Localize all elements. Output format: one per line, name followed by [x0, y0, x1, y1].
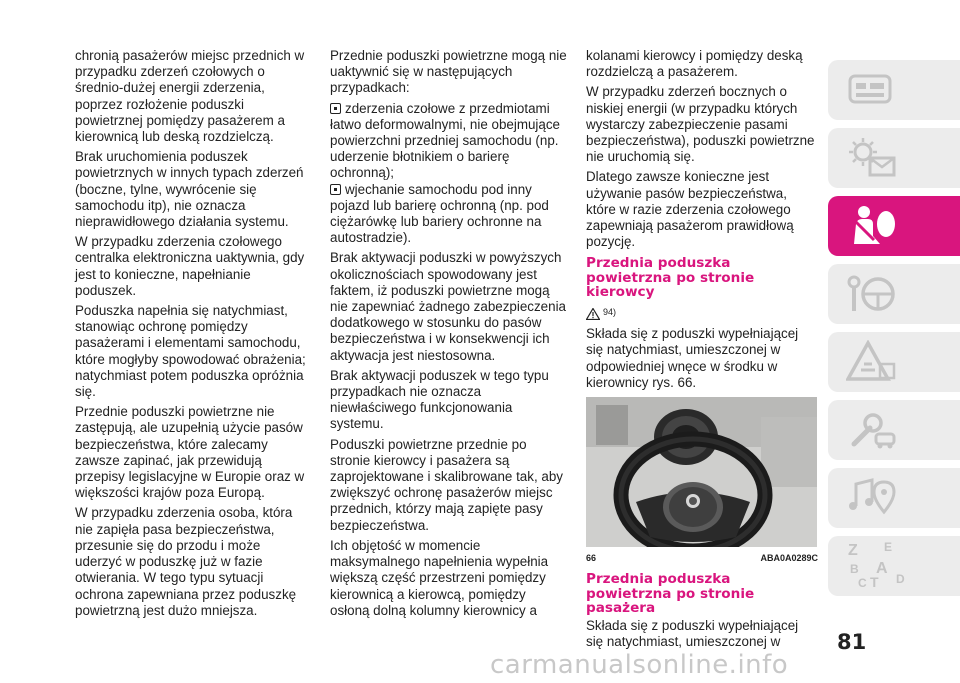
chapter-tabs [828, 60, 960, 604]
paragraph: Brak aktywacji poduszek w tego typu przypadkach nie oznacza niewłaściwego funkcjonowania systemu. [330, 367, 549, 432]
tab-maintenance[interactable] [828, 400, 960, 460]
figure-code: ABA0A0289C [760, 552, 818, 563]
steering-wheel-figure [586, 397, 817, 547]
tab-lights-messages[interactable] [828, 128, 960, 188]
seat-belt-airbag-icon [846, 204, 898, 248]
warning-triangle-icon [586, 308, 600, 320]
paragraph: W przypadku zderzeń bocznych o niskiej energii (w przypadku których wystarczy zabezpieczenie pasami bezpieczeństwa), poduszki powietrzne nie uruchomią się. [586, 84, 815, 165]
column-2 [330, 48, 568, 623]
wrench-car-icon [846, 408, 898, 452]
paragraph: kolanami kierowcy i pomiędzy deską rozdzielczą a pasażerem. [586, 48, 803, 80]
index-letter: B [850, 562, 859, 576]
tab-multimedia[interactable] [828, 468, 960, 528]
index-letter: Z [848, 542, 858, 559]
watermark: carmanualsonline.info [490, 650, 789, 680]
paragraph: Poduszki powietrzne przednie po stronie kierowcy i pasażera są zaprojektowane i skalibrowane tak, aby zwiększyć ochronę pasażerów miejsc przednich, którzy mają zapięte pasy bezpieczeństwa. [330, 436, 563, 533]
paragraph: Przednie poduszki powietrzne mogą nie uaktywnić się w następujących przypadkach: [330, 48, 567, 96]
key-steering-wheel-icon [846, 272, 898, 316]
paragraph: Poduszka napełnia się natychmiast, stanowiąc ochronę pomiędzy pasażerami i elementami samochodu, które mogłyby spowodować obrażenia; natychmiast potem poduszka opróżnia się. [75, 303, 306, 400]
paragraph: W przypadku zderzenia osoba, która nie zapięła pasa bezpieczeństwa, przesunie się do przodu i może uderzyć w poduszkę już w fazie otwierania. W tego typu sytuacji ochrona zapewniana przez poduszkę powietrzną jest dużo mniejsza. [75, 505, 297, 618]
bullet-item: zderzenia czołowe z przedmiotami łatwo deformowalnymi, nie obejmujące powierzchni przedniej samochodu (np. uderzenie błotnikiem o barierę ochronną); [330, 100, 560, 181]
tab-starting-driving[interactable] [828, 264, 960, 324]
index-letter: T [870, 574, 879, 590]
section-heading: Przednia poduszka powietrzna po stronie pasażera [586, 571, 755, 617]
steering-wheel-photo-icon [586, 397, 817, 547]
paragraph: Przednie poduszki powietrzne nie zastępują, ale uzupełnią użycie pasów bezpieczeństwa, które zalecamy zawsze zapinać, jak przewidują przepisy legislacyjne w Europie oraz w większości krajów poza Europą. [75, 404, 305, 501]
warning-triangle-icon [846, 340, 898, 384]
light-envelope-icon [846, 136, 898, 180]
warning-reference: 94) [586, 304, 818, 320]
paragraph: chronią pasażerów miejsc przednich w przypadku zderzeń czołowych o średnio-dużej energii zderzenia, poprzez rozłożenie poduszki powietrznej pomiędzy pasażerem a kierownicą lub deską rozdzielczą. [75, 48, 305, 145]
paragraph: Dlatego zawsze konieczne jest używanie pasów bezpieczeństwa, które w razie zderzenia czołowego zapewniają pasażerom prawidłową pozycję. [586, 169, 794, 250]
tab-index[interactable] [828, 536, 960, 596]
checkbox-bullet-icon [330, 103, 341, 114]
index-letter: D [896, 572, 905, 586]
paragraph: Brak uruchomienia poduszek powietrznych w innych typach zderzeń (boczne, tylne, wywrócenie się samochodu itp), nie oznacza nieprawidłowego działania systemu. [75, 149, 304, 230]
index-letter: E [884, 541, 893, 554]
paragraph: Składa się z poduszki wypełniającej się natychmiast, umieszczonej w [586, 617, 799, 649]
column-1 [75, 48, 307, 623]
figure-caption [586, 550, 818, 566]
alphabet-index-icon [846, 541, 918, 591]
section-heading: Przednia poduszka powietrzna po stronie kierowcy [586, 255, 755, 301]
paragraph: W przypadku zderzenia czołowego centralka elektroniczna uaktywnia, gdy jest to konieczne, napełnianie poduszek. [75, 234, 305, 298]
paragraph: Ich objętość w momencie maksymalnego napełnienia wypełnia większą część przestrzeni pomiędzy kierownicą a kierowcą, pomiędzy osłoną dolną kolumny kierownicy a [330, 537, 549, 618]
tab-emergency[interactable] [828, 332, 960, 392]
index-letter: C [858, 576, 867, 590]
paragraph: Składa się z poduszki wypełniającej się natychmiast, umieszczonej w odpowiedniej wnęce w środku w kierownicy rys. 66. [586, 326, 799, 390]
index-letter: A [876, 560, 888, 577]
tab-dashboard[interactable] [828, 60, 960, 120]
music-navigation-icon [846, 476, 898, 520]
column-3 [586, 48, 818, 654]
figure-number: 66 [586, 552, 597, 563]
page-number: 81 [837, 630, 867, 654]
car-dashboard-icon [846, 70, 894, 110]
checkbox-bullet-icon [330, 184, 341, 195]
paragraph: Brak aktywacji poduszki w powyższych okolicznościach spowodowany jest faktem, iż poduszki powietrzne mogą nie zapewniać żadnego zabezpieczenia dodatkowego w stosunku do pasów bezpieczeństwa i w konsekwencji ich aktywacja jest niestosowna. [330, 250, 566, 363]
tab-safety[interactable] [828, 196, 960, 256]
bullet-item: wjechanie samochodu pod inny pojazd lub barierę ochronną (np. pod ciężarówkę lub bariery ochronne na autostradzie). [330, 181, 549, 246]
